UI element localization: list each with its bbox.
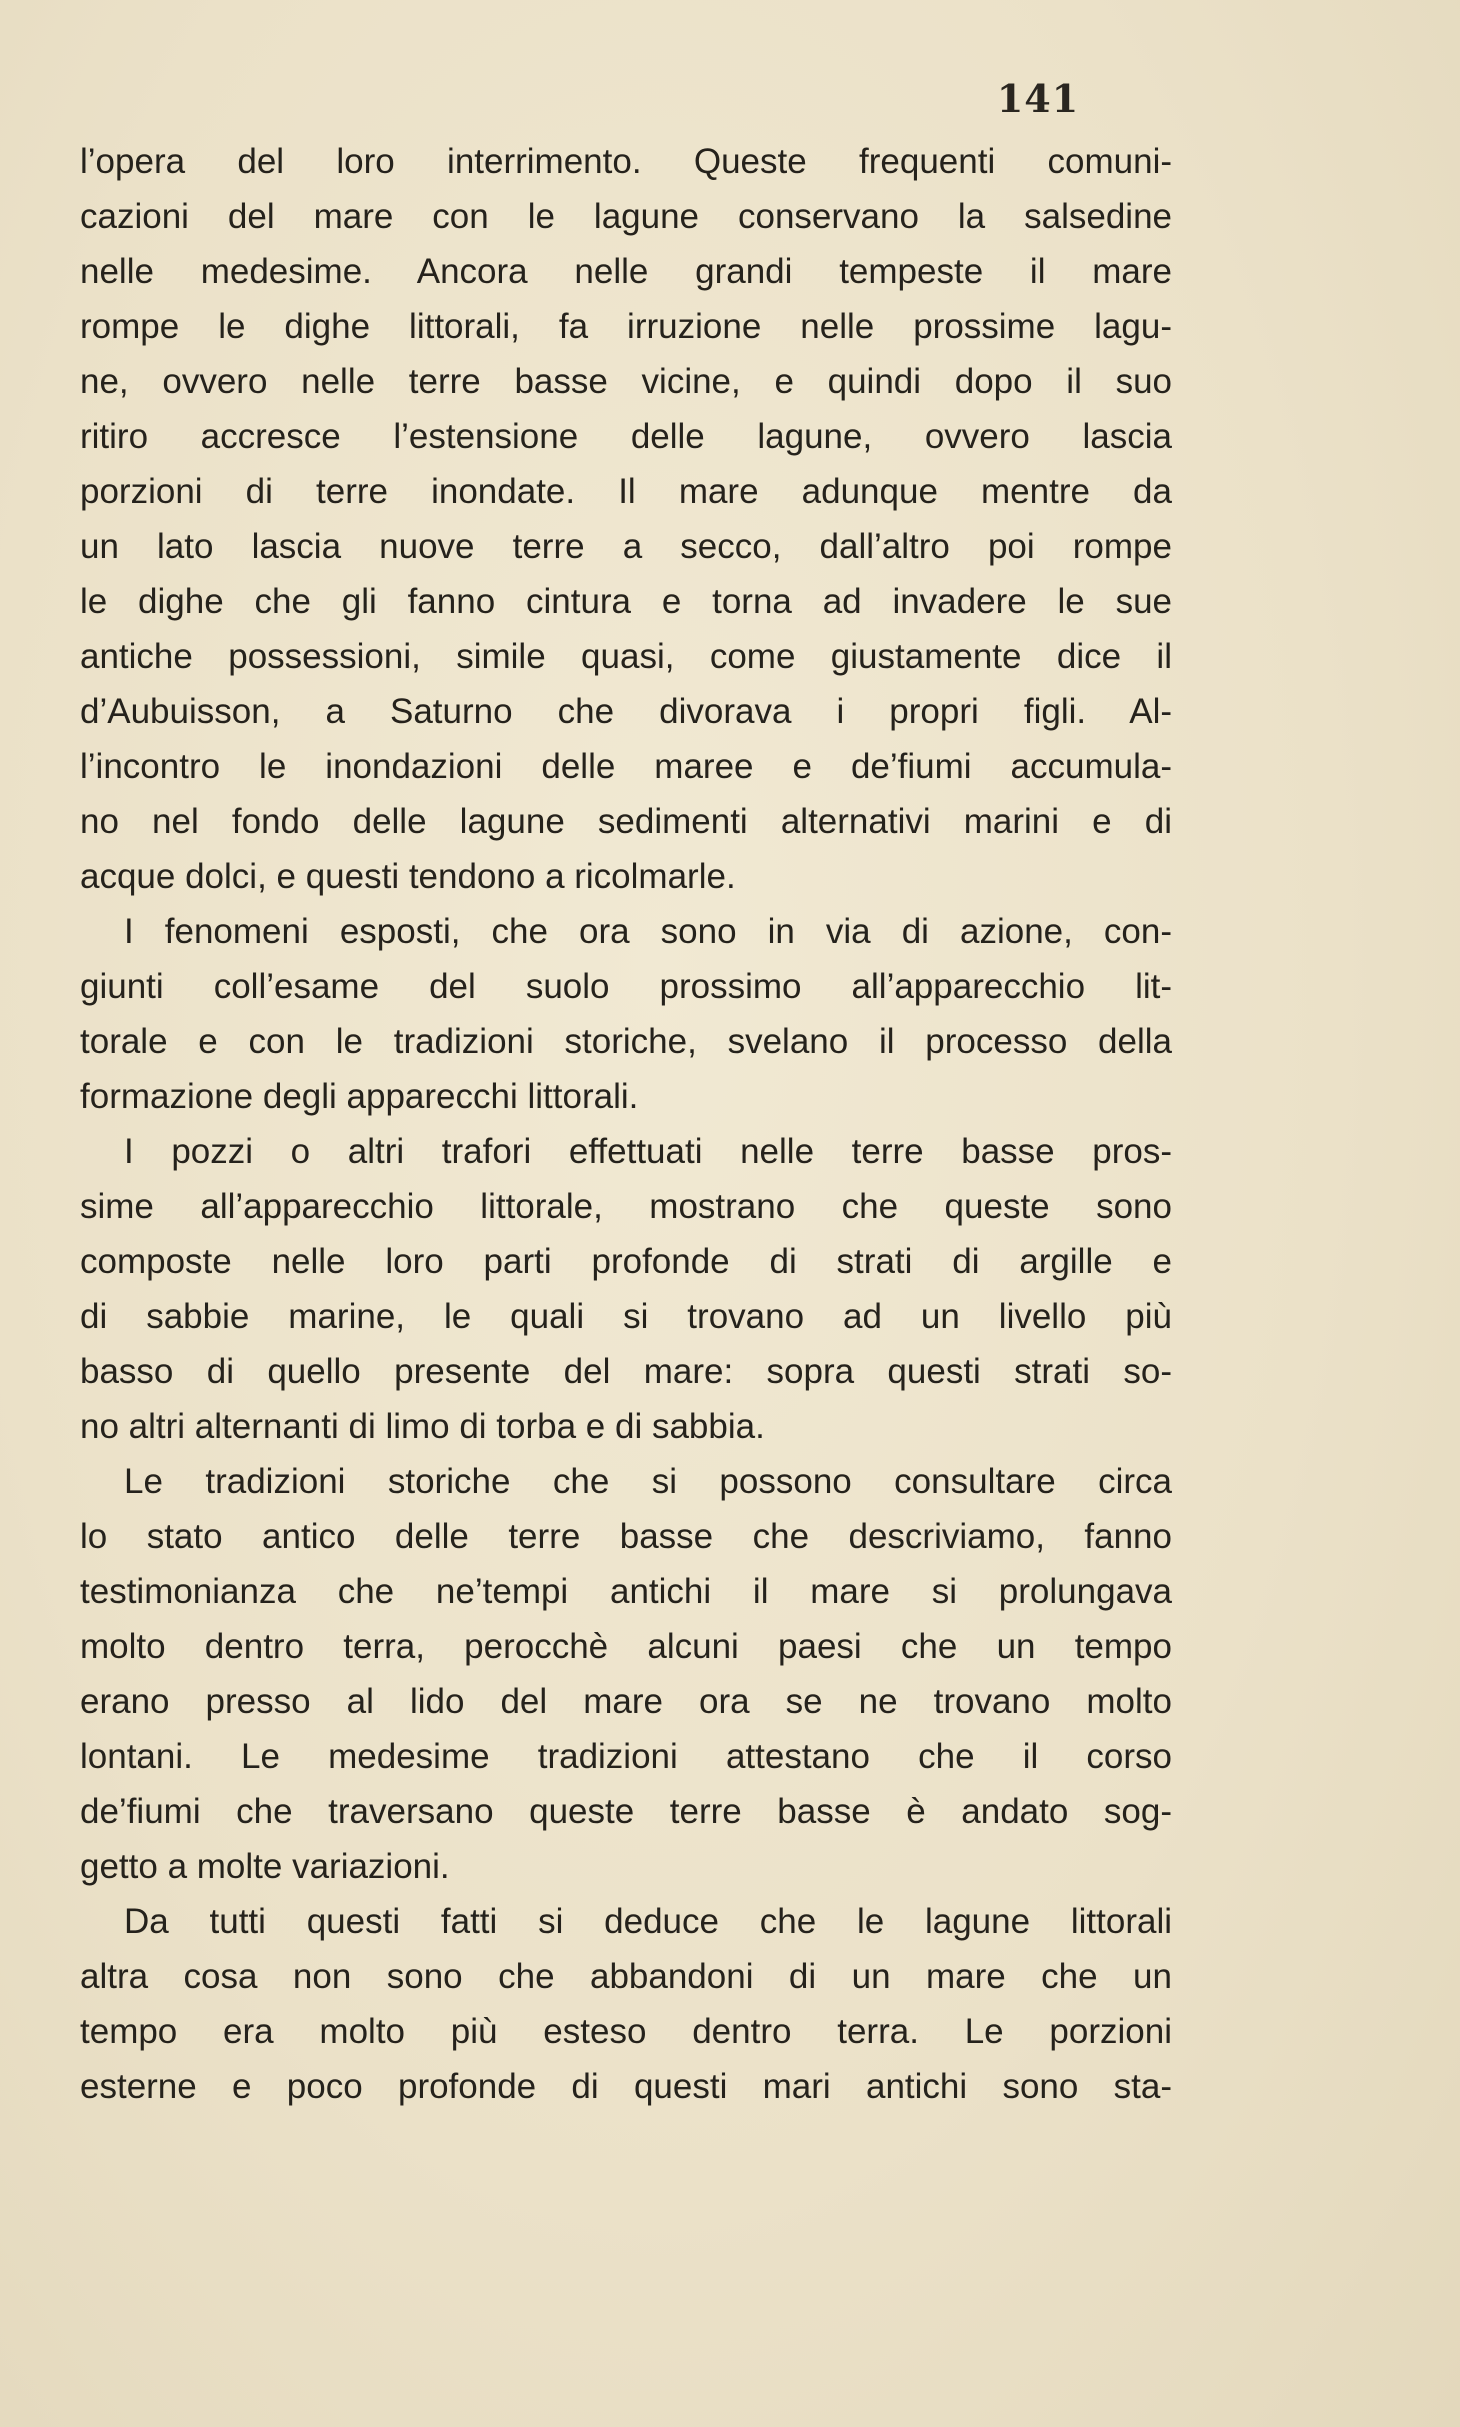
text-line: I pozzi o altri trafori effettuati nelle terre basse pros-: [124, 1132, 1172, 1171]
text-line: ne, ovvero nelle terre basse vicine, e quindi dopo il suo: [80, 362, 1172, 401]
text-line: di sabbie marine, le quali si trovano ad un livello più: [80, 1297, 1172, 1336]
text-line: cazioni del mare con le lagune conservano la salsedine: [80, 197, 1172, 236]
text-line: ritiro accresce l’estensione delle lagune, ovvero lascia: [80, 417, 1172, 456]
text-line: porzioni di terre inondate. Il mare adunque mentre da: [80, 472, 1172, 511]
text-line: giunti coll’esame del suolo prossimo all’apparecchio lit-: [80, 967, 1172, 1006]
page-number: 141: [996, 76, 1080, 121]
text-line: formazione degli apparecchi littorali.: [80, 1077, 639, 1116]
text-line: basso di quello presente del mare: sopra questi strati so-: [80, 1352, 1172, 1391]
text-line: rompe le dighe littorali, fa irruzione nelle prossime lagu-: [80, 307, 1172, 346]
text-line: d’Aubuisson, a Saturno che divorava i propri figli. Al-: [80, 692, 1172, 731]
text-line: lontani. Le medesime tradizioni attestano che il corso: [80, 1737, 1172, 1776]
text-line: de’fiumi che traversano queste terre basse è andato sog-: [80, 1792, 1172, 1831]
text-line: sime all’apparecchio littorale, mostrano che queste sono: [80, 1187, 1172, 1226]
text-line: le dighe che gli fanno cintura e torna ad invadere le sue: [80, 582, 1172, 621]
text-line: un lato lascia nuove terre a secco, dall’altro poi rompe: [80, 527, 1172, 566]
text-line: acque dolci, e questi tendono a ricolmarle.: [80, 857, 736, 896]
text-line: esterne e poco profonde di questi mari antichi sono sta-: [80, 2067, 1172, 2106]
text-line: lo stato antico delle terre basse che descriviamo, fanno: [80, 1517, 1172, 1556]
text-line: composte nelle loro parti profonde di strati di argille e: [80, 1242, 1172, 1281]
text-line: I fenomeni esposti, che ora sono in via di azione, con-: [124, 912, 1172, 951]
text-line: tempo era molto più esteso dentro terra. Le porzioni: [80, 2012, 1172, 2051]
text-line: molto dentro terra, perocchè alcuni paesi che un tempo: [80, 1627, 1172, 1666]
text-line: no altri alternanti di limo di torba e di sabbia.: [80, 1407, 765, 1446]
text-line: torale e con le tradizioni storiche, svelano il processo della: [80, 1022, 1172, 1061]
text-line: nelle medesime. Ancora nelle grandi tempeste il mare: [80, 252, 1172, 291]
text-line: antiche possessioni, simile quasi, come giustamente dice il: [80, 637, 1172, 676]
text-line: erano presso al lido del mare ora se ne trovano molto: [80, 1682, 1172, 1721]
text-line: l’incontro le inondazioni delle maree e de’fiumi accumula-: [80, 747, 1172, 786]
text-line: l’opera del loro interrimento. Queste frequenti comuni-: [80, 142, 1172, 181]
text-line: no nel fondo delle lagune sedimenti alternativi marini e di: [80, 802, 1172, 841]
text-line: altra cosa non sono che abbandoni di un mare che un: [80, 1957, 1172, 1996]
text-line: testimonianza che ne’tempi antichi il mare si prolungava: [80, 1572, 1172, 1611]
text-line: Da tutti questi fatti si deduce che le lagune littorali: [124, 1902, 1172, 1941]
body-text: [80, 134, 1172, 2114]
text-line: Le tradizioni storiche che si possono consultare circa: [124, 1462, 1172, 1501]
text-line: getto a molte variazioni.: [80, 1847, 450, 1886]
